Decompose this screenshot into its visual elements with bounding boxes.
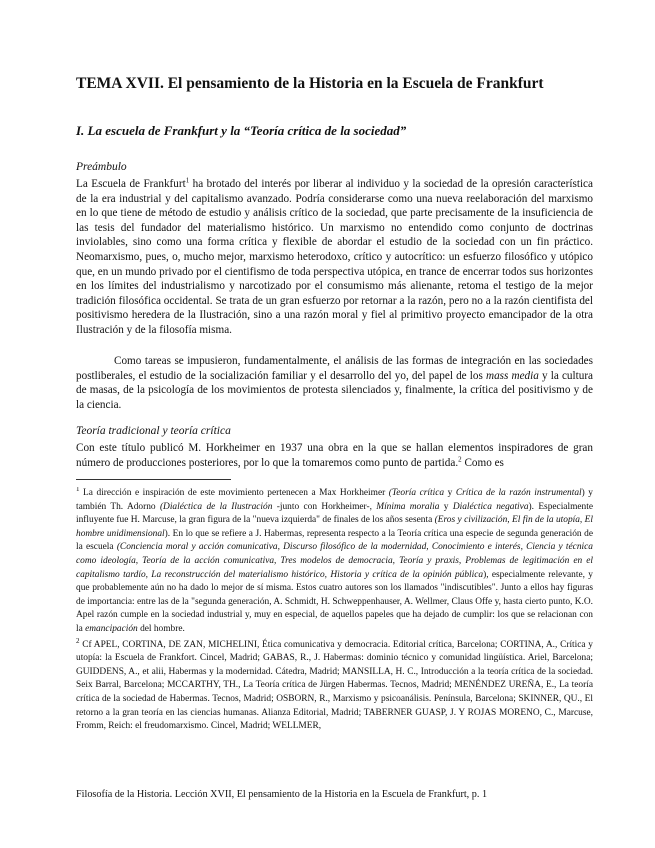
p1-rest: ha brotado del interés por liberar al individuo y la sociedad de la opresión característica de la era industrial y del capitalismo avanzado. Podría considerarse como una nueva reelaboración del marxismo en lo que tiene de método de estudio y análisis crítico de la sociedad, que parte precisamente de la insuficiencia de las tesis del fundador del materialismo histórico. Un marxismo no entendido como conjunto de doctrinas inviolables, sino como una forma crítica y flexible de abordar el estudio de la sociedad con un fin práctico. Neomarxismo, pues, o, mucho mejor, marxismo heterodoxo, crítico y autocrítico: un esfuerzo filosófico y utópico que, en un mundo privado por el cientifismo de toda perspectiva utópica, en trance de encerrar todos sus horizontes en los límites del industrialismo y narcotizado por el consumismo más alienante, retoma el testigo de la mejor tradición filosófica occidental. Se trata de un gran esfuerzo por retornar a la razón, pero no a la razón cientifista del positivismo heredera de la Ilustración, sino a una razón moral y fiel al primitivo proyecto emancipador de la otra Ilustración y de la filosofía misma. <box>76 178 593 336</box>
fn1-text: y <box>444 488 456 498</box>
fn1-text: ), especialmente relevante, y que probablemente aún no ha dado lo mejor de sí misma. Estos cuatro autores son los llamados "indiscutibles". Junto a ellos hay figuras de importancia: entre las de la "segunda generación, A. Schmidt, H. Schweppenhauser, A. Wellmer, Claus Offe y, hasta cierto punto, K.O. Apel razón cumple en la sociedad industrial y, muy en especial, de aquellos papeles que ha dejado de cumplir: los que se relacionan con la <box>76 569 593 634</box>
footnote-ref-2[interactable]: 2 <box>458 454 462 463</box>
fn1-text: ). Especialmente influyente fue H. Marcuse, la gran figura de la "nueva izquierda" de finales de los años sesenta <box>76 501 593 526</box>
teoria-text-rest: Como es <box>461 456 504 469</box>
fn1-text: ) y también Th. Adorno <box>76 488 593 512</box>
teoria-paragraph <box>76 441 593 471</box>
footnote-1 <box>76 487 593 637</box>
fn1-text: ). En lo que se refiere a J. Habermas, representa respecto a la Teoría crítica una especie de segunda generación de la escuela <box>76 528 593 553</box>
preambulo-heading: Preámbulo <box>76 161 127 173</box>
page-footer: Filosofía de la Historia. Lección XVII, El pensamiento de la Historia en la Escuela de Frankfurt, p. 1 <box>76 789 488 800</box>
fn1-italic: Dialéctica negativa <box>452 501 529 512</box>
fn1-italic: emancipación <box>85 623 138 634</box>
footnote-separator <box>76 479 231 480</box>
p2-text-a: Como tareas se impusieron, fundamentalmente, el análisis de las formas de integración en las sociedades postliberales, el estudio de la socialización familiar y el desarrollo del yo, del papel de los <box>76 355 593 382</box>
fn1-text: La dirección e inspiración de este movimiento pertenecen a Max Horkheimer <box>79 488 389 498</box>
fn1-italic: (Conciencia moral y acción comunicativa, Discurso filosófico de la modernidad, Conocimiento e interés, Ciencia y técnica como ideología, Teoría de la acción comunicativa, Tres modelos de democracia, Teoría y praxis, Problemas de legitimación en el capitalismo tardío, La reconstrucción del materialismo histórico, Historia y crítica de la opinión pública <box>76 542 593 580</box>
page-title: TEMA XVII. El pensamiento de la Historia en la Escuela de Frankfurt <box>76 75 544 92</box>
p1-start: La Escuela de Frankfurt <box>76 178 186 190</box>
footnote-2-number: 2 <box>76 636 80 645</box>
teoria-heading: Teoría tradicional y teoría crítica <box>76 425 231 437</box>
fn1-italic: (Dialéctica de la Ilustración <box>159 501 273 512</box>
fn1-text: y <box>439 501 453 512</box>
footnote-ref-1[interactable]: 1 <box>185 176 190 185</box>
fn1-text: -junto con Horkheimer-, <box>272 501 377 512</box>
fn1-italic: Mínima moralia <box>376 501 440 512</box>
fn1-italic: (Eros y civilización, El fin de la utopía, El hombre unidimensional <box>76 515 593 539</box>
footnote-1-number: 1 <box>76 487 80 493</box>
preambulo-paragraph-1 <box>76 177 593 338</box>
footnote-2 <box>76 636 593 734</box>
p2-text-b: y la cultura de masas, de la psicología de los movimientos de protesta silenciados y, finalmente, la crítica del positivismo y de la ciencia. <box>76 369 594 411</box>
fn1-text: del hombre. <box>137 623 185 634</box>
fn2-text: Cf APEL, CORTINA, DE ZAN, MICHELINI, Ética comunicativa y democracia. Editorial crítica, Barcelona; CORTINA, A., Crítica y utopía: la Escuela de Frankfort. Cincel, Madrid; GABAS, R., J. Habermas: dominio técnico y comunidad lingüística. Ariel, Barcelona; GUIDDENS, A., et alii, Habermas y la modernidad. Cátedra, Madrid; MANSILLA, H. C., Introducción a la teoría crítica de la sociedad. Seix Barral, Barcelona; MCCARTHY, TH., La Teoría crítica de Jürgen Habermas. Tecnos, Madrid; MENÉNDEZ UREÑA, E., La teoría crítica de la sociedad de Habermas. Tecnos, Madrid; OSBORN, R., Marxismo y psicoanálisis. Península, Barcelona; SKINNER, QU., El retorno a la gran teoría en las ciencias humanas. Alianza Editorial, Madrid; TABERNER GUASP, J. Y ROJAS MORENO, C., Marcuse, Fromm, Reich: el freudomarxismo. Cincel, Madrid; WELLMER, <box>76 639 593 732</box>
footnotes <box>76 487 593 745</box>
fn1-italic: Crítica de la razón instrumental <box>455 488 582 498</box>
teoria-text-start: Con este título publicó M. Horkheimer en 1937 una obra en la que se hallan elementos inspiradores de gran número de producciones posteriores, por lo que la tomaremos como punto de partida. <box>76 442 593 469</box>
p2-italic-mass-media: mass media <box>485 369 539 382</box>
preambulo-paragraph-2 <box>76 354 593 412</box>
fn1-italic: (Teoría crítica <box>388 488 445 498</box>
section-heading: I. La escuela de Frankfurt y la “Teoría crítica de la sociedad” <box>76 123 407 138</box>
